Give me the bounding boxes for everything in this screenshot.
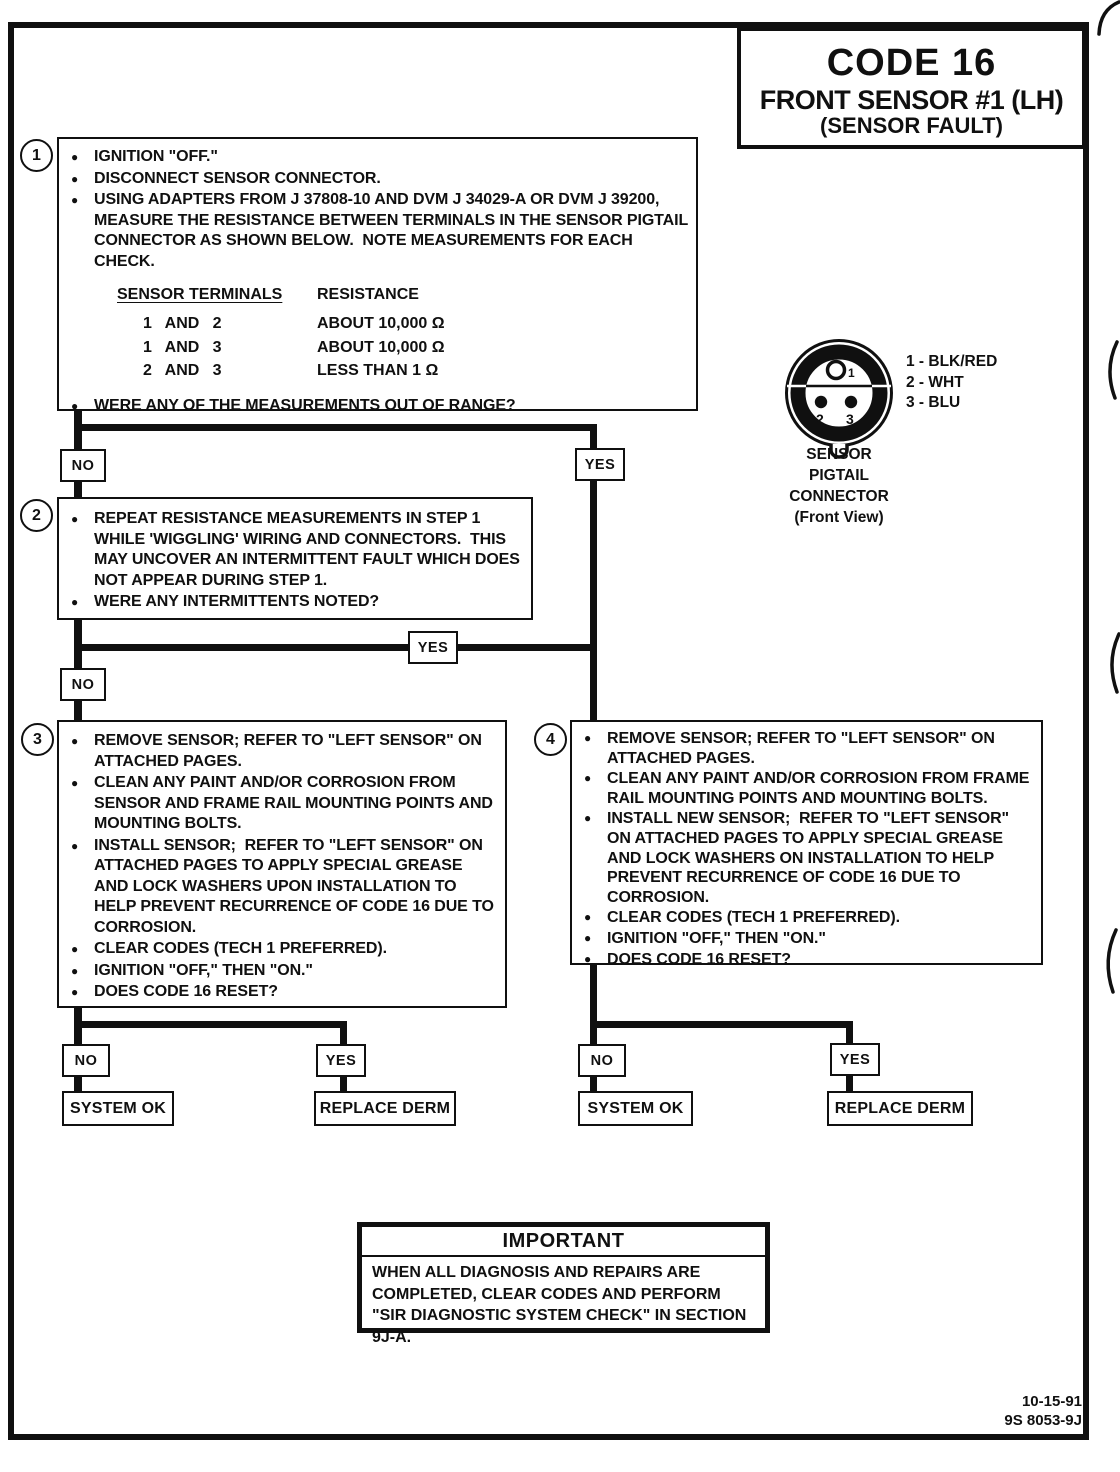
binder-hole-arc [1112,634,1119,692]
step-text: CLEAN ANY PAINT AND/OR CORROSION FROM FRAME RAIL MOUNTING POINTS AND MOUNTING BOLTS. [607,770,1034,807]
step-text: DOES CODE 16 RESET? [94,983,278,1000]
caption-line: PIGTAIL [809,467,869,484]
title-box [737,27,1086,149]
step-text: INSTALL SENSOR; REFER TO "LEFT SENSOR" ON ATTACHED PAGES TO APPLY SPECIAL GREASE AND LOCK WASHERS UPON INSTALLATION TO HELP PREVENT RECURRENCE OF CODE 16 DUE TO CORROSION. [94,836,499,936]
pin-2 [815,396,827,408]
legend-pin-3: 3 - BLU [906,394,961,411]
yes-box-1: YES [575,448,625,481]
flow-line [74,424,597,431]
no-box-4: NO [578,1044,626,1077]
step-text: REPEAT RESISTANCE MEASUREMENTS IN STEP 1 WHILE 'WIGGLING' WIRING AND CONNECTORS. THIS MAY UNCOVER AN INTERMITTENT FAULT WHICH DOES NOT APPEAR DURING STEP 1. [94,510,525,589]
step-2-box [57,497,533,620]
terminal-resistance-table [117,286,688,383]
flow-line [590,1021,853,1028]
flow-line [590,480,597,722]
step-text: DISCONNECT SENSOR CONNECTOR. [94,169,381,187]
step-text: CLEAR CODES (TECH 1 PREFERRED). [607,909,900,927]
bullet-icon: ● [71,171,79,186]
caption-line: CONNECTOR [789,488,889,505]
table-cell: ABOUT 10,000 Ω [317,315,445,332]
caption-line: (Front View) [794,509,884,526]
no-box-1: NO [60,449,106,482]
yes-box-3: YES [316,1044,366,1077]
bullet-icon: ● [584,771,592,786]
yes-box-2: YES [408,631,458,664]
replace-derm-box-left: REPLACE DERM [314,1091,456,1126]
table-cell: 1 AND 3 [143,338,222,356]
table-cell: 1 AND 2 [143,315,222,332]
step-number-4: 4 [534,723,567,756]
page-title: CODE 16 [826,42,997,84]
step-text: CLEAN ANY PAINT AND/OR CORROSION FROM SENSOR AND FRAME RAIL MOUNTING POINTS AND MOUNTING BOLTS. [94,774,498,832]
bullet-icon: ● [71,150,79,164]
table-cell: 2 AND 3 [143,362,222,379]
table-cell: LESS THAN 1 Ω [317,362,439,379]
step-3-box [57,720,507,1008]
bullet-icon: ● [71,838,79,853]
flow-line [590,1076,597,1092]
table-cell: ABOUT 10,000 Ω [317,338,445,356]
pin-2-label: 2 [816,411,824,427]
bullet-icon: ● [71,942,79,956]
bullet-icon: ● [71,963,79,978]
step-4-box [570,720,1043,968]
footer-date: 10-15-91 [1021,1393,1082,1410]
bullet-icon: ● [584,951,592,966]
bullet-icon: ● [584,930,592,945]
bullet-icon: ● [584,811,592,826]
flow-line [340,1076,347,1092]
connector-caption [786,444,892,528]
step-text: IGNITION "OFF," THEN "ON." [607,929,826,947]
step-number-3: 3 [21,723,54,756]
step-text: REMOVE SENSOR; REFER TO "LEFT SENSOR" ON ATTACHED PAGES. [607,730,999,767]
step-text: CLEAR CODES (TECH 1 PREFERRED). [94,940,387,957]
bullet-icon: ● [71,595,79,609]
step-text: IGNITION "OFF." [94,148,218,165]
sensor-pigtail-connector-icon [783,336,895,460]
system-ok-box-left: SYSTEM OK [62,1091,174,1126]
legend-pin-1: 1 - BLK/RED [906,353,998,370]
pin-1-label: 1 [848,366,855,380]
replace-derm-box-right: REPLACE DERM [827,1091,973,1126]
bullet-icon: ● [71,734,79,748]
no-box-2: NO [60,668,106,701]
binder-hole-arc [1110,342,1117,398]
connector-legend [906,352,997,414]
binder-hole-arc [1108,930,1116,992]
bullet-icon: ● [71,776,79,790]
bullet-icon: ● [584,910,592,925]
footer [930,1392,1082,1430]
flow-line [74,644,597,651]
step-number-1: 1 [20,139,53,172]
legend-pin-2: 2 - WHT [906,373,964,391]
important-title: IMPORTANT [362,1227,765,1257]
footer-doc-number: 9S 8053-9J [1004,1412,1082,1429]
pin-3 [845,396,857,408]
flow-line [340,1027,347,1045]
step-text: REMOVE SENSOR; REFER TO "LEFT SENSOR" ON ATTACHED PAGES. [94,732,486,770]
flow-line [846,1027,853,1044]
binder-hole-arc [1099,2,1119,34]
flow-line [74,700,82,721]
bullet-icon: ● [71,985,79,999]
no-box-3: NO [62,1044,110,1077]
page-subtitle: FRONT SENSOR #1 (LH) [759,85,1064,115]
flow-line [590,430,597,450]
step-text: IGNITION "OFF," THEN "ON." [94,961,313,979]
table-header-sensor-terminals: SENSOR TERMINALS [117,286,283,303]
page-subtitle-2: (SENSOR FAULT) [820,113,1003,138]
important-box [357,1222,770,1346]
flow-line [74,1021,347,1028]
table-header-resistance: RESISTANCE [317,286,419,303]
important-body: WHEN ALL DIAGNOSIS AND REPAIRS ARE COMPLETED, CLEAR CODES AND PERFORM "SIR DIAGNOSTIC SYSTEM CHECK" IN SECTION 9J-A. [372,1264,751,1346]
step-text: DOES CODE 16 RESET? [607,950,791,968]
step-number-2: 2 [20,499,53,532]
bullet-icon: ● [584,731,592,745]
bullet-icon: ● [71,193,79,207]
flow-line [74,481,82,498]
step-text: INSTALL NEW SENSOR; REFER TO "LEFT SENSOR" ON ATTACHED PAGES TO APPLY SPECIAL GREASE AND LOCK WASHERS ON INSTALLATION TO HELP PREVENT RECURRENCE OF CODE 16 DUE TO CORROSION. [607,810,1014,906]
flow-line [846,1075,853,1092]
caption-line: SENSOR [806,446,872,463]
flow-line [590,964,597,1045]
step-1-box [57,137,698,414]
step-text: USING ADAPTERS FROM J 37808-10 AND DVM J 34029-A OR DVM J 39200, MEASURE THE RESISTANCE BETWEEN TERMINALS IN THE SENSOR PIGTAIL CONNECTOR AS SHOWN BELOW. NOTE MEASUREMENTS FOR EACH CHECK. [94,191,693,270]
yes-box-4: YES [830,1043,880,1076]
bullet-icon: ● [71,512,79,526]
system-ok-box-right: SYSTEM OK [578,1091,693,1126]
pin-3-label: 3 [846,411,854,427]
bullet-icon: ● [71,398,79,413]
pin-1 [828,362,845,379]
step-question: WERE ANY OF THE MEASUREMENTS OUT OF RANGE? [94,396,516,414]
flow-line [74,1076,82,1092]
step-text: WERE ANY INTERMITTENTS NOTED? [94,593,380,610]
